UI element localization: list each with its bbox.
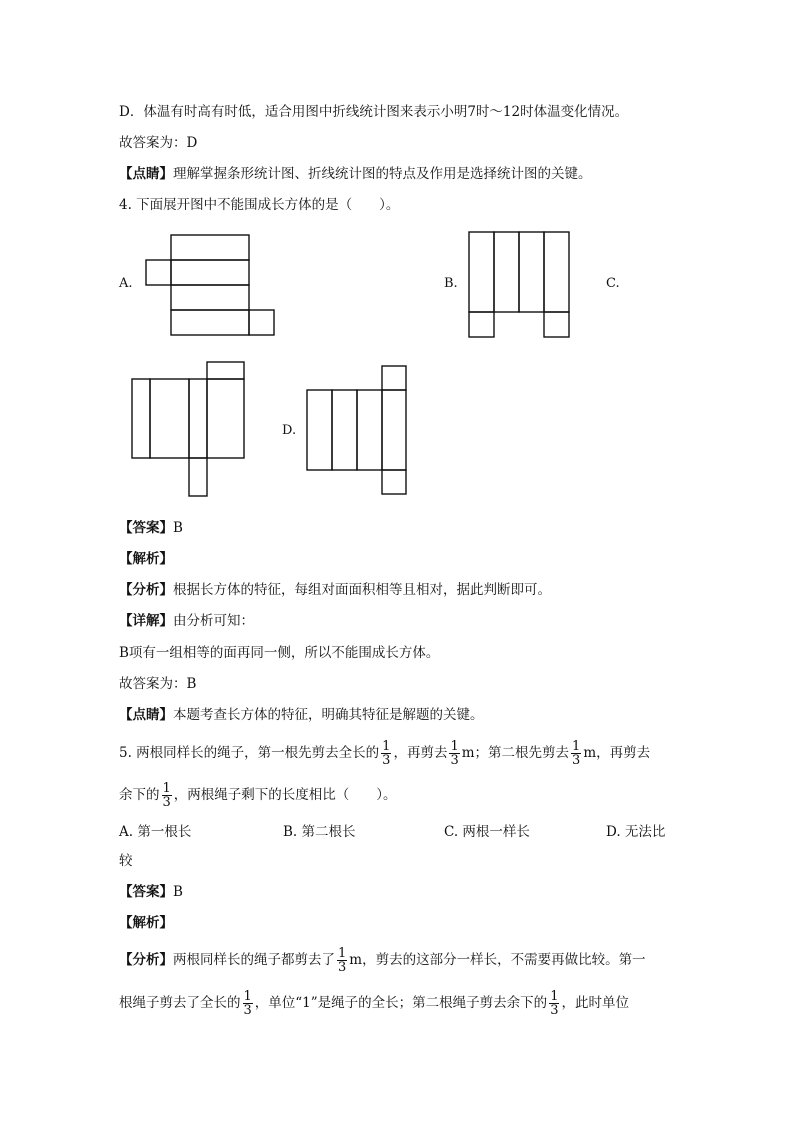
fraction-denominator: 3 (338, 960, 347, 975)
option-c-label: C. (606, 276, 620, 291)
xiangjie-tag: 【详解】 (119, 613, 173, 629)
answer-value: B (173, 884, 183, 900)
q5-text: 5. 两根同样长的绳子，第一根先剪去全长的 (119, 745, 380, 761)
fraction-denominator: 3 (162, 795, 171, 810)
fraction-numerator: 1 (243, 989, 252, 1004)
net-c-face (207, 362, 244, 379)
net-c-face (132, 379, 150, 458)
net-a-face (171, 310, 249, 335)
fraction-one-third (381, 740, 391, 767)
net-a-face (171, 235, 249, 260)
net-b-face (494, 232, 519, 312)
question-4: 4. 下面展开图中不能围成长方体的是（ ）。 (119, 197, 400, 213)
net-d-face (307, 390, 332, 470)
q5-text: ，两根绳子剩下的长度相比（ ）。 (173, 787, 397, 803)
fraction-one-third (571, 740, 581, 767)
net-a-face (171, 260, 249, 285)
q5-choice-b: B. 第二根长 (283, 824, 356, 840)
net-d-face (382, 390, 406, 470)
fraction-numerator: 1 (450, 739, 459, 754)
q4-xiangjie (119, 611, 254, 631)
net-c-face (207, 379, 244, 458)
net-a-figure (140, 230, 280, 340)
q5-text: m；第二根先剪去 (461, 745, 570, 761)
q4-conclusion: 故答案为：B (119, 676, 197, 692)
fenxi-text: 根绳子剪去了全长的 (119, 995, 241, 1011)
fraction-one-third (549, 990, 559, 1017)
fenxi-text: ，此时单位 (561, 995, 629, 1011)
fraction-one-third (243, 990, 253, 1017)
net-b-face (544, 312, 569, 337)
answer-tag: 【答案】 (119, 884, 173, 900)
net-d-face (382, 366, 406, 390)
option-d-label: D. (282, 423, 297, 438)
net-c-face (189, 458, 207, 496)
fraction-one-third (449, 740, 459, 767)
fenxi-tag: 【分析】 (119, 952, 173, 968)
q5-fenxi-line-2 (119, 985, 629, 1021)
fenxi-text: m，剪去的这部分一样长，不需要再做比较。第一 (349, 952, 646, 968)
fraction-numerator: 1 (572, 739, 581, 754)
fenxi-text: ，单位“1”是绳子的全长；第二根绳子剪去余下的 (254, 995, 548, 1011)
q4-analysis-tag: 【解析】 (119, 551, 173, 567)
dianjing-tag: 【点睛】 (119, 707, 173, 723)
explanation-line-d: D．体温有时高有时低，适合用图中折线统计图来表示小明7时～12时体温变化情况。 (119, 104, 629, 120)
net-b-face (519, 232, 544, 312)
fraction-numerator: 1 (550, 989, 559, 1004)
fraction-denominator: 3 (550, 1003, 559, 1018)
net-c-face (189, 379, 207, 458)
fraction-numerator: 1 (382, 739, 391, 754)
q5-answer (119, 882, 183, 902)
net-b-face (544, 232, 569, 312)
net-d-face (332, 390, 357, 470)
q4-fenxi (119, 580, 551, 600)
q5-text: m，再剪去 (583, 745, 651, 761)
fenxi-tag: 【分析】 (119, 582, 173, 598)
fraction-numerator: 1 (162, 781, 171, 796)
fraction-numerator: 1 (338, 946, 347, 961)
dianjing-tag: 【点睛】 (119, 166, 173, 182)
net-c-figure (128, 360, 248, 500)
fenxi-text: 两根同样长的绳子都剪去了 (173, 952, 335, 968)
dianjing-line (119, 164, 592, 184)
net-b-figure (465, 228, 575, 340)
fraction-one-third (337, 947, 347, 974)
q5-choice-a: A. 第一根长 (119, 824, 192, 840)
dianjing-text: 理解掌握条形统计图、折线统计图的特点及作用是选择统计图的关键。 (173, 166, 592, 182)
q4-detail: B项有一组相等的面再同一侧，所以不能围成长方体。 (119, 645, 440, 661)
xiangjie-text: 由分析可知： (173, 613, 254, 629)
option-b-label: B. (444, 276, 458, 291)
net-b-face (469, 232, 494, 312)
net-a-face (249, 310, 274, 335)
fraction-one-third (162, 782, 172, 809)
answer-tag: 【答案】 (119, 520, 173, 536)
fraction-denominator: 3 (382, 753, 391, 768)
q4-answer (119, 518, 183, 538)
answer-line: 故答案为：D (119, 135, 198, 151)
q5-choice-d-continued: 较 (119, 853, 133, 869)
q5-choice-c: C. 两根一样长 (444, 824, 530, 840)
net-d-face (382, 470, 406, 494)
net-b-face (469, 312, 494, 337)
question-5-line-1 (119, 735, 650, 771)
net-a-face (171, 285, 249, 310)
dianjing-text: 本题考查长方体的特征，明确其特征是解题的关键。 (173, 707, 484, 723)
option-a-label: A. (119, 276, 133, 291)
fraction-denominator: 3 (243, 1003, 252, 1018)
q5-text: 余下的 (119, 787, 160, 803)
answer-value: B (173, 520, 183, 536)
net-c-face (150, 379, 189, 458)
q5-analysis-tag: 【解析】 (119, 915, 173, 931)
fenxi-text: 根据长方体的特征，每组对面面积相等且相对，据此判断即可。 (173, 582, 551, 598)
net-d-figure (303, 363, 413, 498)
q5-text: ，再剪去 (393, 745, 448, 761)
fraction-denominator: 3 (450, 753, 459, 768)
q5-fenxi-line-1 (119, 942, 646, 978)
net-d-face (357, 390, 382, 470)
q5-choice-d: D. 无法比 (606, 824, 666, 840)
question-5-line-2 (119, 777, 397, 813)
fraction-denominator: 3 (572, 753, 581, 768)
q4-dianjing (119, 705, 484, 725)
net-a-face (146, 260, 171, 285)
